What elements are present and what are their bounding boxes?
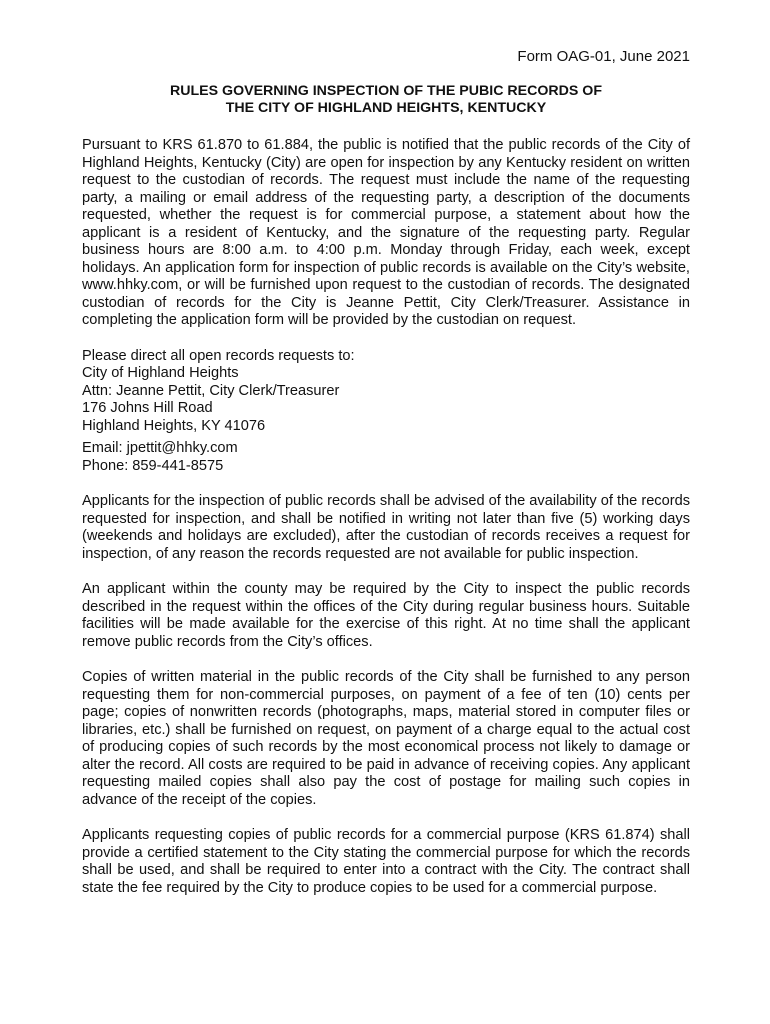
mailing-address-block: [82, 348, 690, 436]
form-identifier: Form OAG-01, June 2021: [517, 48, 690, 65]
document-title: [82, 83, 690, 117]
paragraph-on-site-inspection: An applicant within the county may be required by the City to inspect the public records described in the request within the offices of the City during regular business hours. Suitable facilities will be made available for the exercise of this right. At no time shall the applicant remove public records from the City’s offices.: [82, 581, 690, 650]
contact-email: Email: jpettit@hhky.com: [82, 440, 238, 456]
title-line-2: THE CITY OF HIGHLAND HEIGHTS, KENTUCKY: [225, 100, 547, 116]
address-line-attn: Attn: Jeanne Pettit, City Clerk/Treasurer: [82, 382, 340, 399]
contact-phone: Phone: 859-441-8575: [82, 457, 224, 474]
paragraph-commercial-purpose: Applicants requesting copies of public records for a commercial purpose (KRS 61.874) shall provide a certified statement to the City stating the commercial purpose for which the records shall be used, and shall be required to enter into a contract with the City. The contract shall state the fee required by the City to produce copies to be used for a commercial purpose.: [82, 827, 690, 896]
document-body: [82, 137, 690, 897]
title-line-1: RULES GOVERNING INSPECTION OF THE PUBIC RECORDS OF: [170, 83, 602, 99]
contact-block: [82, 440, 690, 475]
address-line-city: Highland Heights, KY 41076: [82, 417, 266, 434]
paragraph-inspection-rights: Pursuant to KRS 61.870 to 61.884, the public is notified that the public records of the City of Highland Heights, Kentucky (City) are open for inspection by any Kentucky resident on written request to the custodian of records. The request must include the name of the requesting party, a mailing or email address of the requesting party, a description of the documents requested, whether the request is for commercial purpose, a statement about how the applicant is a resident of Kentucky, and the signature of the requesting party. Regular business hours are 8:00 a.m. to 4:00 p.m. Monday through Friday, each week, except holidays. An application form for inspection of public records is available on the City’s website, www.hhky.com, or will be furnished upon request to the custodian of records. The designated custodian of records for the City is Jeanne Pettit, City Clerk/Treasurer. Assistance in completing the application form will be provided by the custodian on request.: [82, 137, 690, 328]
paragraph-copy-fees: Copies of written material in the public records of the City shall be furnished to any person requesting them for non-commercial purposes, on payment of a fee of ten (10) cents per page; copies of nonwritten records (photographs, maps, material stored in computer files or libraries, etc.) shall be furnished on request, on payment of a charge equal to the actual cost of producing copies of such records by the most economical process not likely to damage or alter the record. All costs are required to be paid in advance of receiving copies. Any applicant requesting mailed copies shall also pay the cost of postage for mailing such copies in advance of the receipt of the copies.: [82, 669, 690, 808]
address-line-org: City of Highland Heights: [82, 365, 239, 381]
address-line-street: 176 Johns Hill Road: [82, 400, 213, 416]
address-intro: Please direct all open records requests to:: [82, 347, 355, 364]
paragraph-availability-notice: Applicants for the inspection of public records shall be advised of the availability of the records requested for inspection, and shall be notified in writing not later than five (5) working days (weekends and holidays are excluded), after the custodian of records receives a request for inspection, of any reason the records requested are not available for public inspection.: [82, 493, 690, 562]
